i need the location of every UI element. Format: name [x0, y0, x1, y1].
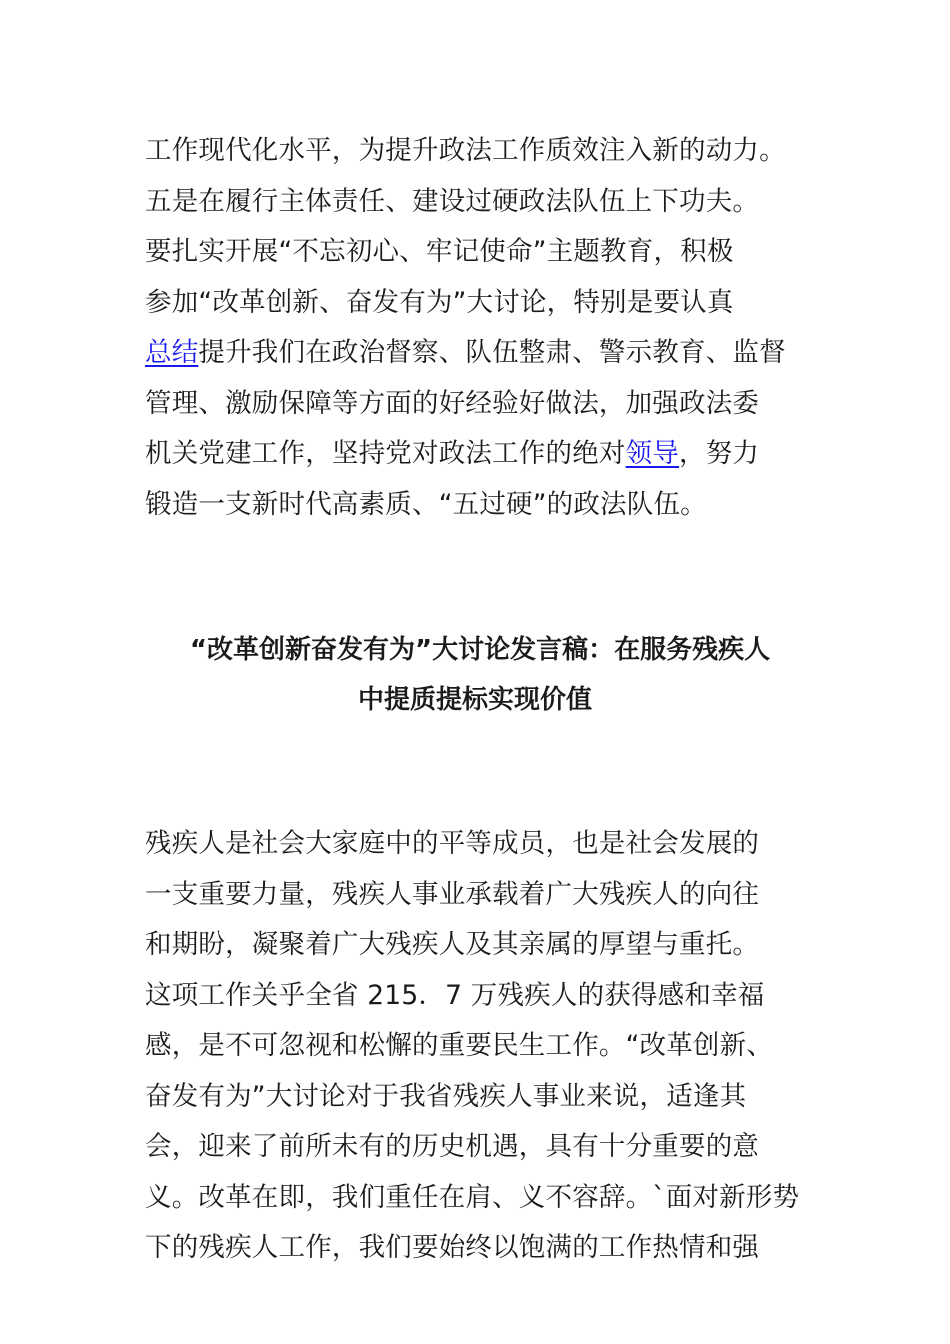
summary-link[interactable]: 总结	[145, 337, 199, 368]
paragraph-political-team	[145, 126, 825, 530]
paragraph-text: 提升我们在政治督察、队伍整肃、警示教育、监督	[198, 337, 786, 368]
paragraph-line: 这项工作关乎全省 215．7 万残疾人的获得感和幸福	[145, 979, 765, 1011]
heading-line: 中提质提标实现价值	[357, 685, 592, 715]
paragraph-line: 奋发有为”大讨论对于我省残疾人事业来说，适逢其	[145, 1080, 747, 1112]
paragraph-disabled-persons	[145, 819, 825, 1274]
section-heading	[0, 625, 950, 725]
leadership-link[interactable]: 领导	[625, 438, 680, 469]
paragraph-line: 义。改革在即，我们重任在肩、义不容辞。`面对新形势	[145, 1181, 800, 1213]
paragraph-line: 五是在履行主体责任、建设过硬政法队伍上下功夫。	[145, 185, 760, 217]
paragraph-line: 要扎实开展“不忘初心、牢记使命”主题教育，积极	[145, 236, 734, 267]
paragraph-text: 机关党建工作，坚持党对政法工作的绝对	[145, 438, 626, 469]
paragraph-text: ，努力	[679, 438, 760, 469]
paragraph-line: 参加“改革创新、奋发有为”大讨论，特别是要认真	[145, 286, 734, 318]
heading-line: “改革创新奋发有为”大讨论发言稿：在服务残疾人	[189, 635, 771, 665]
paragraph-line: 一支重要力量，残疾人事业承载着广大残疾人的向往	[145, 878, 760, 910]
paragraph-line: 锻造一支新时代高素质、“五过硬”的政法队伍。	[145, 488, 707, 520]
paragraph-line: 会，迎来了前所未有的历史机遇，具有十分重要的意	[145, 1131, 760, 1162]
paragraph-line-with-link	[145, 429, 825, 480]
paragraph-line: 管理、激励保障等方面的好经验好做法，加强政法委	[145, 387, 760, 419]
paragraph-line: 残疾人是社会大家庭中的平等成员，也是社会发展的	[145, 828, 760, 859]
paragraph-line-with-link	[145, 328, 825, 379]
paragraph-line: 工作现代化水平，为提升政法工作质效注入新的动力。	[145, 135, 786, 166]
paragraph-line: 感，是不可忽视和松懈的重要民生工作。“改革创新、	[145, 1030, 774, 1061]
paragraph-line: 和期盼，凝聚着广大残疾人及其亲属的厚望与重托。	[145, 929, 760, 960]
paragraph-line: 下的残疾人工作，我们要始终以饱满的工作热情和强	[145, 1232, 760, 1263]
